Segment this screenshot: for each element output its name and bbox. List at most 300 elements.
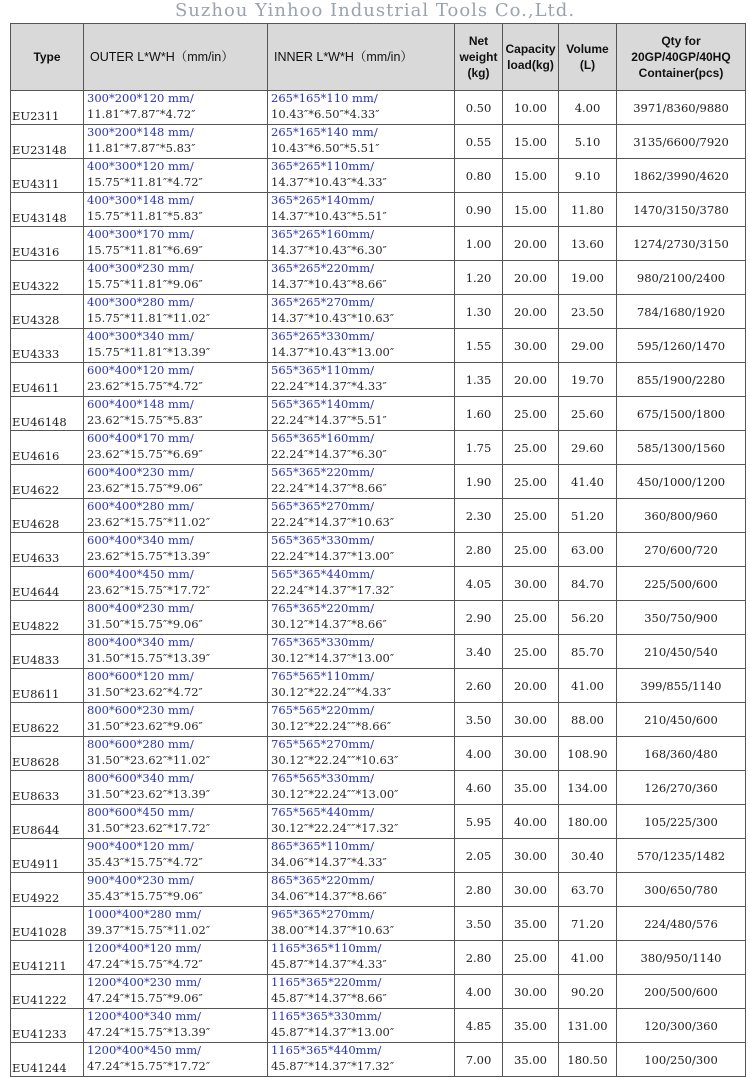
cell-capacity: 15.00 <box>503 193 559 227</box>
cell-type: EU4611 <box>11 363 84 397</box>
table-row <box>11 1009 746 1043</box>
outer-mm: 600*400*120 mm/ <box>87 363 194 377</box>
header-row <box>11 24 746 91</box>
inner-mm: 265*165*140 mm/ <box>271 125 378 139</box>
cell-type: EU4322 <box>11 261 84 295</box>
cell-capacity: 30.00 <box>503 975 559 1009</box>
outer-mm: 1200*400*120 mm/ <box>87 941 202 955</box>
inner-mm: 365*265*220mm/ <box>271 261 375 275</box>
cell-type: EU4911 <box>11 839 84 873</box>
cell-capacity: 20.00 <box>503 261 559 295</box>
inner-in: 38.00″*14.37″*10.63″ <box>271 922 395 937</box>
cell-outer <box>84 329 268 363</box>
cell-qty: 980/2100/2400 <box>617 261 746 295</box>
inner-in: 22.24″*14.37″*6.30″ <box>271 446 387 461</box>
cell-type: EU41233 <box>11 1009 84 1043</box>
inner-in: 14.37″*10.43″*13.00″ <box>271 344 395 359</box>
cell-qty: 270/600/720 <box>617 533 746 567</box>
inner-mm: 1165*365*220mm/ <box>271 975 382 989</box>
outer-mm: 800*600*340 mm/ <box>87 771 194 785</box>
cell-outer <box>84 941 268 975</box>
table-row <box>11 771 746 805</box>
cell-volume: 5.10 <box>559 125 617 159</box>
outer-in: 15.75″*11.81″*6.69″ <box>87 242 203 257</box>
table-row <box>11 295 746 329</box>
cell-type: EU4333 <box>11 329 84 363</box>
cell-volume: 30.40 <box>559 839 617 873</box>
cell-type: EU4833 <box>11 635 84 669</box>
cell-qty: 380/950/1140 <box>617 941 746 975</box>
inner-in: 14.37″*10.43″*10.63″ <box>271 310 395 325</box>
cell-inner <box>268 431 455 465</box>
cell-net-weight: 1.35 <box>455 363 503 397</box>
cell-type: EU46148 <box>11 397 84 431</box>
cell-qty: 585/1300/1560 <box>617 431 746 465</box>
cell-net-weight: 2.90 <box>455 601 503 635</box>
table-row <box>11 805 746 839</box>
inner-mm: 565*365*330mm/ <box>271 533 375 547</box>
cell-inner <box>268 91 455 125</box>
cell-inner <box>268 363 455 397</box>
cell-capacity: 25.00 <box>503 499 559 533</box>
cell-capacity: 20.00 <box>503 363 559 397</box>
inner-mm: 765*565*110mm/ <box>271 669 375 683</box>
cell-qty: 450/1000/1200 <box>617 465 746 499</box>
cell-net-weight: 1.55 <box>455 329 503 363</box>
outer-mm: 400*300*280 mm/ <box>87 295 194 309</box>
inner-mm: 365*265*140mm/ <box>271 193 375 207</box>
inner-mm: 865*365*220mm/ <box>271 873 375 887</box>
cell-outer <box>84 397 268 431</box>
cell-volume: 19.00 <box>559 261 617 295</box>
cell-inner <box>268 533 455 567</box>
cell-volume: 85.70 <box>559 635 617 669</box>
table-row <box>11 533 746 567</box>
inner-in: 30.12″*22.24″″*8.66″ <box>271 718 392 733</box>
cell-net-weight: 1.75 <box>455 431 503 465</box>
cell-volume: 84.70 <box>559 567 617 601</box>
cell-net-weight: 0.80 <box>455 159 503 193</box>
outer-in: 31.50″*23.62″*13.39″ <box>87 786 211 801</box>
cell-inner <box>268 635 455 669</box>
table-row <box>11 397 746 431</box>
inner-in: 14.37″*10.43″*5.51″ <box>271 208 387 223</box>
outer-mm: 800*600*450 mm/ <box>87 805 194 819</box>
cell-type: EU4622 <box>11 465 84 499</box>
cell-outer <box>84 227 268 261</box>
cell-qty: 360/800/960 <box>617 499 746 533</box>
outer-in: 15.75″*11.81″*13.39″ <box>87 344 211 359</box>
inner-in: 22.24″*14.37″*8.66″ <box>271 480 387 495</box>
table-row <box>11 839 746 873</box>
table-row <box>11 159 746 193</box>
inner-mm: 565*365*270mm/ <box>271 499 375 513</box>
cell-net-weight: 0.90 <box>455 193 503 227</box>
outer-in: 11.81″*7.87″*4.72″ <box>87 106 196 121</box>
outer-mm: 400*300*148 mm/ <box>87 193 194 207</box>
cell-outer <box>84 907 268 941</box>
cell-volume: 71.20 <box>559 907 617 941</box>
cell-outer <box>84 91 268 125</box>
cell-type: EU23148 <box>11 125 84 159</box>
cell-capacity: 40.00 <box>503 805 559 839</box>
cell-qty: 3971/8360/9880 <box>617 91 746 125</box>
cell-qty: 595/1260/1470 <box>617 329 746 363</box>
cell-volume: 63.70 <box>559 873 617 907</box>
cell-outer <box>84 737 268 771</box>
cell-inner <box>268 227 455 261</box>
outer-mm: 1200*400*340 mm/ <box>87 1009 202 1023</box>
cell-qty: 1274/2730/3150 <box>617 227 746 261</box>
outer-in: 23.62″*15.75″*13.39″ <box>87 548 211 563</box>
cell-outer <box>84 703 268 737</box>
outer-mm: 600*400*148 mm/ <box>87 397 194 411</box>
inner-in: 30.12″*22.24″″*4.33″ <box>271 684 392 699</box>
outer-mm: 1200*400*450 mm/ <box>87 1043 202 1057</box>
outer-in: 23.62″*15.75″*6.69″ <box>87 446 203 461</box>
cell-inner <box>268 329 455 363</box>
outer-mm: 1000*400*280 mm/ <box>87 907 202 921</box>
header-volume: Volume (L) <box>559 24 617 91</box>
cell-capacity: 30.00 <box>503 329 559 363</box>
table-row <box>11 465 746 499</box>
table-row <box>11 703 746 737</box>
outer-mm: 400*300*340 mm/ <box>87 329 194 343</box>
cell-volume: 11.80 <box>559 193 617 227</box>
cell-net-weight: 4.60 <box>455 771 503 805</box>
cell-outer <box>84 533 268 567</box>
cell-type: EU41244 <box>11 1043 84 1077</box>
cell-inner <box>268 669 455 703</box>
cell-capacity: 25.00 <box>503 941 559 975</box>
cell-outer <box>84 975 268 1009</box>
cell-type: EU4644 <box>11 567 84 601</box>
outer-in: 23.62″*15.75″*5.83″ <box>87 412 203 427</box>
cell-capacity: 30.00 <box>503 839 559 873</box>
cell-outer <box>84 465 268 499</box>
inner-mm: 365*265*160mm/ <box>271 227 375 241</box>
cell-volume: 51.20 <box>559 499 617 533</box>
cell-inner <box>268 567 455 601</box>
outer-in: 11.81″*7.87″*5.83″ <box>87 140 196 155</box>
cell-capacity: 30.00 <box>503 703 559 737</box>
cell-type: EU4328 <box>11 295 84 329</box>
cell-capacity: 20.00 <box>503 295 559 329</box>
cell-qty: 120/300/360 <box>617 1009 746 1043</box>
cell-capacity: 15.00 <box>503 125 559 159</box>
cell-outer <box>84 771 268 805</box>
cell-volume: 88.00 <box>559 703 617 737</box>
outer-mm: 300*200*120 mm/ <box>87 91 194 105</box>
inner-in: 14.37″*10.43″*6.30″ <box>271 242 387 257</box>
cell-volume: 29.60 <box>559 431 617 465</box>
inner-mm: 1165*365*110mm/ <box>271 941 382 955</box>
cell-qty: 126/270/360 <box>617 771 746 805</box>
cell-qty: 100/250/300 <box>617 1043 746 1077</box>
outer-mm: 400*300*170 mm/ <box>87 227 194 241</box>
cell-type: EU4616 <box>11 431 84 465</box>
cell-net-weight: 0.55 <box>455 125 503 159</box>
cell-volume: 41.00 <box>559 941 617 975</box>
table-row <box>11 975 746 1009</box>
outer-mm: 600*400*280 mm/ <box>87 499 194 513</box>
cell-net-weight: 4.85 <box>455 1009 503 1043</box>
cell-capacity: 35.00 <box>503 1009 559 1043</box>
inner-mm: 565*365*160mm/ <box>271 431 375 445</box>
outer-in: 23.62″*15.75″*9.06″ <box>87 480 203 495</box>
cell-outer <box>84 193 268 227</box>
table-row <box>11 329 746 363</box>
cell-inner <box>268 193 455 227</box>
outer-in: 39.37″*15.75″*11.02″ <box>87 922 211 937</box>
cell-qty: 300/650/780 <box>617 873 746 907</box>
cell-qty: 200/500/600 <box>617 975 746 1009</box>
cell-capacity: 25.00 <box>503 533 559 567</box>
outer-mm: 600*400*340 mm/ <box>87 533 194 547</box>
cell-capacity: 35.00 <box>503 1043 559 1077</box>
cell-outer <box>84 873 268 907</box>
cell-capacity: 25.00 <box>503 601 559 635</box>
inner-mm: 365*265*110mm/ <box>271 159 375 173</box>
cell-qty: 210/450/540 <box>617 635 746 669</box>
cell-capacity: 25.00 <box>503 431 559 465</box>
inner-mm: 765*565*270mm/ <box>271 737 375 751</box>
header-capacity: Capacity load(kg) <box>503 24 559 91</box>
table-row <box>11 907 746 941</box>
header-outer: OUTER L*W*H（mm/in） <box>84 24 268 91</box>
inner-in: 45.87″*14.37″*4.33″ <box>271 956 387 971</box>
cell-net-weight: 3.50 <box>455 703 503 737</box>
header-qty: Qty for 20GP/40GP/40HQ Container(pcs) <box>617 24 746 91</box>
cell-net-weight: 1.00 <box>455 227 503 261</box>
table-row <box>11 941 746 975</box>
cell-inner <box>268 941 455 975</box>
cell-volume: 13.60 <box>559 227 617 261</box>
outer-mm: 900*400*230 mm/ <box>87 873 194 887</box>
table-row <box>11 873 746 907</box>
cell-type: EU4822 <box>11 601 84 635</box>
cell-outer <box>84 839 268 873</box>
cell-qty: 1470/3150/3780 <box>617 193 746 227</box>
cell-qty: 225/500/600 <box>617 567 746 601</box>
cell-type: EU8622 <box>11 703 84 737</box>
outer-mm: 900*400*120 mm/ <box>87 839 194 853</box>
inner-mm: 765*565*440mm/ <box>271 805 375 819</box>
table-row <box>11 363 746 397</box>
cell-type: EU41211 <box>11 941 84 975</box>
cell-outer <box>84 295 268 329</box>
cell-qty: 210/450/600 <box>617 703 746 737</box>
cell-outer <box>84 635 268 669</box>
cell-outer <box>84 159 268 193</box>
header-inner: INNER L*W*H（mm/in） <box>268 24 455 91</box>
cell-qty: 675/1500/1800 <box>617 397 746 431</box>
header-type: Type <box>11 24 84 91</box>
cell-inner <box>268 125 455 159</box>
cell-volume: 29.00 <box>559 329 617 363</box>
inner-in: 30.12″*14.37″*8.66″ <box>271 616 387 631</box>
cell-net-weight: 2.60 <box>455 669 503 703</box>
outer-mm: 400*300*120 mm/ <box>87 159 194 173</box>
outer-mm: 600*400*230 mm/ <box>87 465 194 479</box>
cell-capacity: 10.00 <box>503 91 559 125</box>
inner-in: 34.06″*14.37″*8.66″ <box>271 888 387 903</box>
outer-mm: 600*400*170 mm/ <box>87 431 194 445</box>
outer-in: 47.24″*15.75″*9.06″ <box>87 990 203 1005</box>
cell-inner <box>268 907 455 941</box>
outer-in: 31.50″*15.75″*13.39″ <box>87 650 211 665</box>
cell-qty: 570/1235/1482 <box>617 839 746 873</box>
table-row <box>11 431 746 465</box>
outer-in: 31.50″*15.75″*9.06″ <box>87 616 203 631</box>
table-row <box>11 737 746 771</box>
cell-volume: 41.40 <box>559 465 617 499</box>
cell-net-weight: 2.80 <box>455 533 503 567</box>
cell-volume: 25.60 <box>559 397 617 431</box>
cell-capacity: 30.00 <box>503 567 559 601</box>
cell-type: EU41222 <box>11 975 84 1009</box>
cell-net-weight: 4.00 <box>455 975 503 1009</box>
cell-net-weight: 2.80 <box>455 941 503 975</box>
outer-mm: 800*600*280 mm/ <box>87 737 194 751</box>
inner-in: 10.43″*6.50″*4.33″ <box>271 106 380 121</box>
cell-volume: 4.00 <box>559 91 617 125</box>
inner-mm: 565*365*220mm/ <box>271 465 375 479</box>
inner-mm: 1165*365*440mm/ <box>271 1043 382 1057</box>
cell-inner <box>268 295 455 329</box>
inner-in: 10.43″*6.50″*5.51″ <box>271 140 380 155</box>
cell-outer <box>84 805 268 839</box>
cell-net-weight: 1.30 <box>455 295 503 329</box>
cell-type: EU4922 <box>11 873 84 907</box>
table-row <box>11 567 746 601</box>
table-row <box>11 635 746 669</box>
inner-in: 14.37″*10.43″*8.66″ <box>271 276 387 291</box>
cell-qty: 784/1680/1920 <box>617 295 746 329</box>
cell-type: EU2311 <box>11 91 84 125</box>
outer-mm: 800*600*230 mm/ <box>87 703 194 717</box>
outer-in: 15.75″*11.81″*11.02″ <box>87 310 211 325</box>
outer-in: 47.24″*15.75″*13.39″ <box>87 1024 211 1039</box>
cell-outer <box>84 499 268 533</box>
cell-inner <box>268 465 455 499</box>
cell-outer <box>84 125 268 159</box>
table-row <box>11 1043 746 1077</box>
cell-inner <box>268 261 455 295</box>
cell-qty: 105/225/300 <box>617 805 746 839</box>
cell-net-weight: 5.95 <box>455 805 503 839</box>
inner-in: 45.87″*14.37″*13.00″ <box>271 1024 395 1039</box>
inner-in: 34.06″*14.37″*4.33″ <box>271 854 387 869</box>
cell-outer <box>84 431 268 465</box>
cell-capacity: 25.00 <box>503 397 559 431</box>
cell-volume: 63.00 <box>559 533 617 567</box>
inner-mm: 765*365*330mm/ <box>271 635 375 649</box>
inner-in: 14.37″*10.43″*4.33″ <box>271 174 387 189</box>
outer-in: 35.43″*15.75″*4.72″ <box>87 854 203 869</box>
cell-volume: 90.20 <box>559 975 617 1009</box>
inner-in: 22.24″*14.37″*10.63″ <box>271 514 395 529</box>
inner-in: 22.24″*14.37″*5.51″ <box>271 412 387 427</box>
inner-in: 30.12″*22.24″″*13.00″ <box>271 786 399 801</box>
outer-in: 31.50″*23.62″*9.06″ <box>87 718 203 733</box>
cell-type: EU4633 <box>11 533 84 567</box>
table-row <box>11 601 746 635</box>
inner-mm: 365*265*330mm/ <box>271 329 375 343</box>
inner-in: 30.12″*22.24″″*17.32″ <box>271 820 399 835</box>
inner-in: 45.87″*14.37″*17.32″ <box>271 1058 395 1073</box>
cell-outer <box>84 567 268 601</box>
inner-mm: 565*365*140mm/ <box>271 397 375 411</box>
cell-type: EU41028 <box>11 907 84 941</box>
cell-inner <box>268 703 455 737</box>
table-body <box>11 91 746 1077</box>
inner-mm: 765*365*220mm/ <box>271 601 375 615</box>
cell-qty: 168/360/480 <box>617 737 746 771</box>
cell-net-weight: 3.50 <box>455 907 503 941</box>
cell-type: EU8611 <box>11 669 84 703</box>
cell-volume: 134.00 <box>559 771 617 805</box>
table-row <box>11 669 746 703</box>
cell-outer <box>84 669 268 703</box>
cell-inner <box>268 1043 455 1077</box>
inner-mm: 265*165*110 mm/ <box>271 91 378 105</box>
table-row <box>11 499 746 533</box>
cell-inner <box>268 975 455 1009</box>
inner-mm: 565*365*440mm/ <box>271 567 375 581</box>
cell-qty: 350/750/900 <box>617 601 746 635</box>
table-row <box>11 91 746 125</box>
cell-volume: 19.70 <box>559 363 617 397</box>
cell-qty: 224/480/576 <box>617 907 746 941</box>
cell-capacity: 20.00 <box>503 669 559 703</box>
inner-in: 45.87″*14.37″*8.66″ <box>271 990 387 1005</box>
cell-capacity: 25.00 <box>503 635 559 669</box>
outer-in: 15.75″*11.81″*9.06″ <box>87 276 203 291</box>
outer-in: 31.50″*23.62″*17.72″ <box>87 820 211 835</box>
outer-in: 47.24″*15.75″*4.72″ <box>87 956 203 971</box>
inner-mm: 765*565*220mm/ <box>271 703 375 717</box>
outer-mm: 300*200*148 mm/ <box>87 125 194 139</box>
cell-capacity: 25.00 <box>503 465 559 499</box>
outer-in: 15.75″*11.81″*5.83″ <box>87 208 203 223</box>
cell-outer <box>84 363 268 397</box>
company-name: Suzhou Yinhoo Industrial Tools Co.,Ltd. <box>174 0 576 21</box>
cell-type: EU8628 <box>11 737 84 771</box>
cell-outer <box>84 261 268 295</box>
cell-inner <box>268 601 455 635</box>
cell-net-weight: 2.30 <box>455 499 503 533</box>
product-spec-table <box>10 23 746 1077</box>
cell-capacity: 30.00 <box>503 873 559 907</box>
outer-in: 35.43″*15.75″*9.06″ <box>87 888 203 903</box>
outer-mm: 600*400*450 mm/ <box>87 567 194 581</box>
cell-volume: 108.90 <box>559 737 617 771</box>
cell-net-weight: 3.40 <box>455 635 503 669</box>
cell-inner <box>268 397 455 431</box>
table-row <box>11 125 746 159</box>
cell-inner <box>268 159 455 193</box>
cell-volume: 180.50 <box>559 1043 617 1077</box>
cell-net-weight: 1.90 <box>455 465 503 499</box>
inner-in: 30.12″*22.24″″*10.63″ <box>271 752 399 767</box>
outer-in: 47.24″*15.75″*17.72″ <box>87 1058 211 1073</box>
cell-qty: 855/1900/2280 <box>617 363 746 397</box>
inner-mm: 765*565*330mm/ <box>271 771 375 785</box>
cell-volume: 41.00 <box>559 669 617 703</box>
inner-mm: 965*365*270mm/ <box>271 907 375 921</box>
cell-net-weight: 2.80 <box>455 873 503 907</box>
